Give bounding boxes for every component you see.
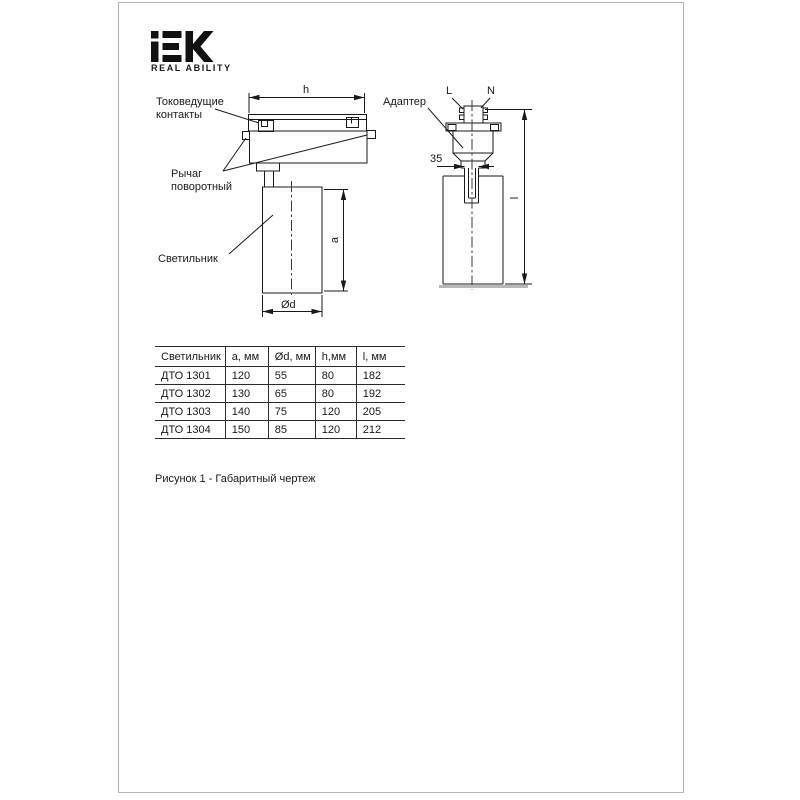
dim-a: a xyxy=(329,236,342,244)
table-cell: 120 xyxy=(315,421,356,439)
table-header-cell: a, мм xyxy=(225,347,268,367)
dim-h: h xyxy=(303,84,310,96)
figure-caption: Рисунок 1 - Габаритный чертеж xyxy=(155,473,316,485)
label-neutral-N: N xyxy=(487,85,495,97)
table-cell: 80 xyxy=(315,367,356,385)
table-cell: 212 xyxy=(356,421,405,439)
table-cell: 192 xyxy=(356,385,405,403)
table-cell: 140 xyxy=(225,403,268,421)
table-cell: 120 xyxy=(315,403,356,421)
table-row xyxy=(155,421,405,439)
table-cell: ДТО 1304 xyxy=(155,421,225,439)
table-cell: 182 xyxy=(356,367,405,385)
table-cell: 120 xyxy=(225,367,268,385)
table-header-cell: l, мм xyxy=(356,347,405,367)
iek-logo-icon xyxy=(151,31,214,62)
dim-l: l xyxy=(509,196,522,200)
table-row xyxy=(155,403,405,421)
brand-tagline: REAL ABILITY xyxy=(151,63,232,73)
table-cell: ДТО 1302 xyxy=(155,385,225,403)
table-header-row xyxy=(155,347,405,367)
table-cell: 130 xyxy=(225,385,268,403)
datasheet-page xyxy=(118,2,684,793)
dim-d: Ød xyxy=(281,299,296,311)
dim-35: 35 xyxy=(430,153,443,165)
table-cell: 65 xyxy=(268,385,315,403)
table-cell: 75 xyxy=(268,403,315,421)
label-adapter: Адаптер xyxy=(383,96,426,108)
table-cell: ДТО 1303 xyxy=(155,403,225,421)
table-cell: 85 xyxy=(268,421,315,439)
table-cell: 205 xyxy=(356,403,405,421)
table-cell: ДТО 1301 xyxy=(155,367,225,385)
label-lever: Рычаг поворотный xyxy=(171,168,233,193)
table-row xyxy=(155,367,405,385)
table-header-cell: Ød, мм xyxy=(268,347,315,367)
table-header-cell: Светильник xyxy=(155,347,225,367)
label-contacts: Токоведущие контакты xyxy=(156,96,224,121)
label-luminaire: Светильник xyxy=(158,253,218,265)
table-cell: 80 xyxy=(315,385,356,403)
label-phase-L: L xyxy=(446,85,453,97)
table-cell: 55 xyxy=(268,367,315,385)
table-header-cell: h,мм xyxy=(315,347,356,367)
table-row xyxy=(155,385,405,403)
table-cell: 150 xyxy=(225,421,268,439)
dimensions-table xyxy=(155,346,405,439)
